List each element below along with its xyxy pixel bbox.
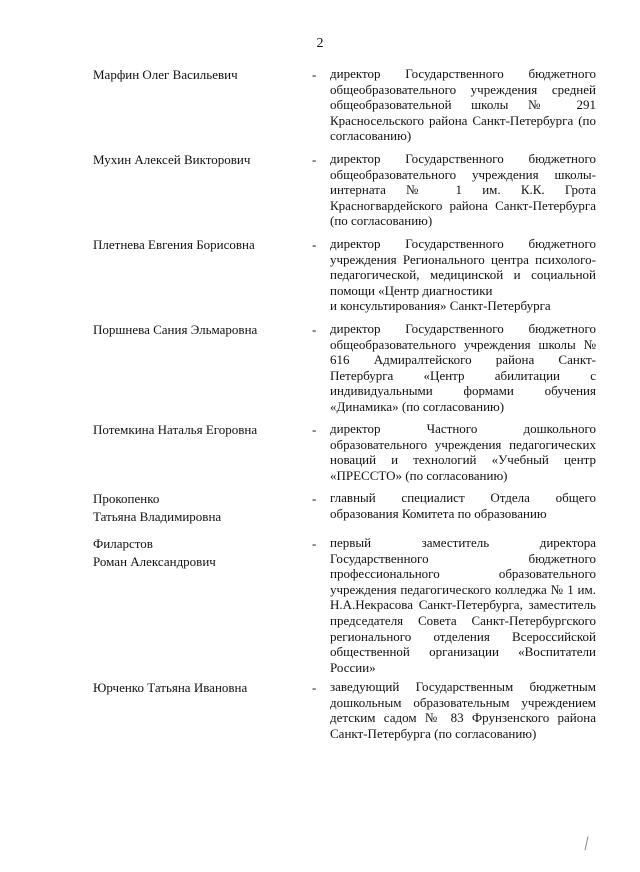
member-description: главный специалист Отдела общего образования Комитета по образованию [330, 490, 596, 521]
member-description: первый заместитель директора Государственного бюджетного профессионального образовательного учреждения педагогического колледжа № 1 им. Н.А.Некрасова Санкт-Петербурга, заместитель председателя Совета Санкт-Петербургского регионального отделения Всероссийской общественной организации «Воспитатели России» [330, 535, 596, 675]
member-description: директор Государственного бюджетного общеобразовательного учреждения школы № 616 Адмиралтейского района Санкт-Петербурга «Центр абилитации с индивидуальными формами обучения «Динамика» (по согласованию) [330, 321, 596, 414]
member-description: директор Государственного бюджетного общеобразовательного учреждения школы-интерната № 1 им. К.К. Грота Красногвардейского района Санкт-Петербурга (по согласованию) [330, 151, 596, 229]
member-name: Мухин Алексей Викторович [93, 152, 251, 167]
member-name: Марфин Олег Васильевич [93, 67, 238, 82]
member-description: директор Частного дошкольного образовательного учреждения педагогических новаций и технологий «Учебный центр «ПРЕССТО» (по согласованию) [330, 421, 596, 483]
member-description: директор Государственного бюджетного учреждения Регионального центра психолого-педагогической, медицинской и социальной помощи «Центр диагностики и консультирования» Санкт-Петербурга [330, 236, 596, 314]
member-description: директор Государственного бюджетного общеобразовательного учреждения средней общеобразовательной школы № 291 Красносельского района Санкт-Петербурга (по согласованию) [330, 66, 596, 144]
dash: - [312, 680, 317, 695]
dash: - [312, 67, 317, 82]
page-number: 2 [316, 36, 324, 51]
dash: - [312, 422, 317, 437]
member-name: Филарстов Роман Александрович [93, 536, 216, 569]
dash: - [312, 237, 317, 252]
member-name: Прокопенко Татьяна Владимировна [93, 491, 222, 524]
dash: - [312, 491, 317, 506]
member-description: заведующий Государственным бюджетным дошкольным образовательным учреждением детским садом № 83 Фрунзенского района Санкт-Петербурга (по согласованию) [330, 679, 596, 741]
scan-mark [581, 836, 589, 851]
dash: - [312, 152, 317, 167]
dash: - [312, 322, 317, 337]
member-name: Плетнева Евгения Борисовна [93, 237, 255, 252]
member-name: Поршнева Сания Эльмаровна [93, 322, 258, 337]
member-name: Юрченко Татьяна Ивановна [93, 680, 248, 695]
dash: - [312, 536, 317, 551]
member-name: Потемкина Наталья Егоровна [93, 422, 258, 437]
